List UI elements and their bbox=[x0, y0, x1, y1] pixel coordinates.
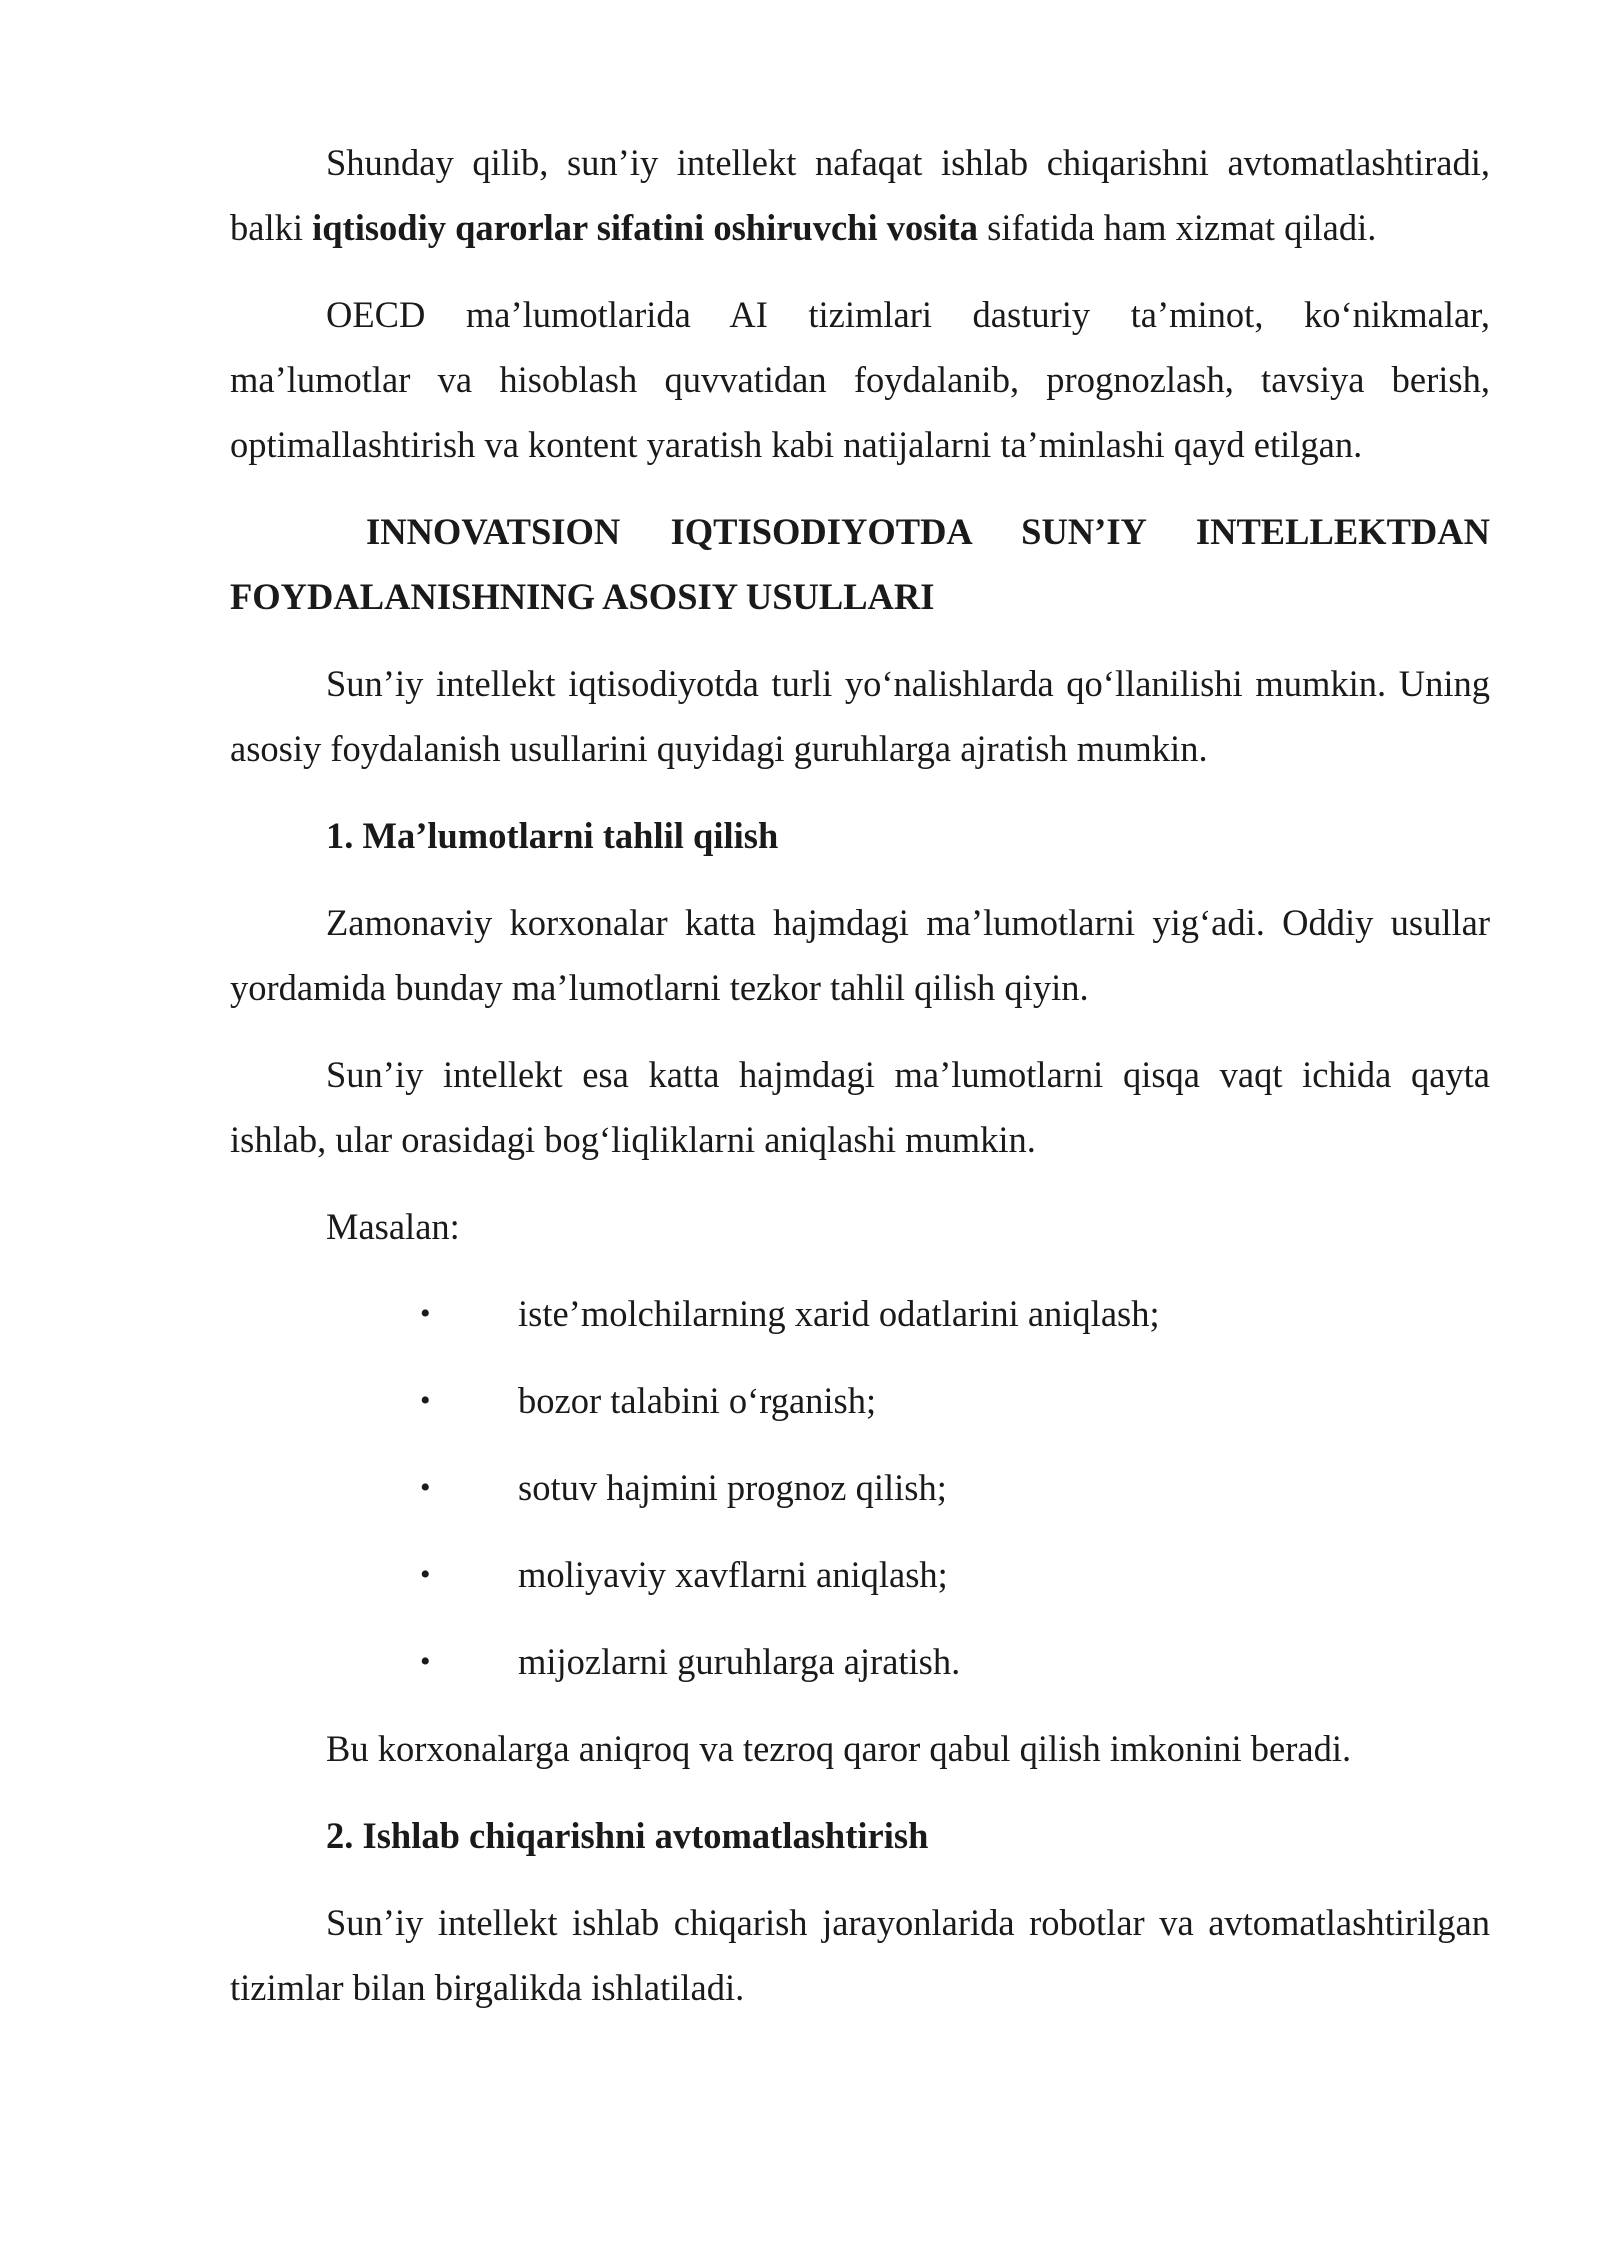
paragraph-example-label: Masalan: bbox=[326, 1206, 460, 1247]
paragraph-intro: Sun’iy intellekt iqtisodiyotda turli yo‘nalishlarda qo‘llanilishi mumkin. Uning asosiy foydalanish usullarini quyidagi guruhlarga ajratish mumkin. bbox=[230, 663, 1490, 769]
subheading-automation: 2. Ishlab chiqarishni avtomatlashtirish bbox=[326, 1815, 929, 1856]
list-item-text: moliyaviy xavflarni aniqlash; bbox=[518, 1554, 948, 1595]
bullet-icon: • bbox=[420, 1471, 431, 1504]
paragraph-text: sifatida ham xizmat qiladi. bbox=[978, 207, 1377, 248]
paragraph-robots: Sun’iy intellekt ishlab chiqarish jarayonlarida robotlar va avtomatlashtirilgan tizimlar bilan birgalikda ishlatiladi. bbox=[230, 1902, 1490, 2008]
subheading-data-analysis: 1. Ma’lumotlarni tahlil qilish bbox=[326, 815, 779, 856]
list-item bbox=[230, 1281, 1490, 1346]
document-page bbox=[230, 130, 1490, 2042]
paragraph-ai-processing: Sun’iy intellekt esa katta hajmdagi ma’lumotlarni qisqa vaqt ichida qayta ishlab, ular orasidagi bog‘liqliklarni aniqlashi mumkin. bbox=[230, 1054, 1490, 1160]
bullet-icon: • bbox=[420, 1297, 431, 1330]
bullet-icon: • bbox=[420, 1384, 431, 1417]
list-item bbox=[230, 1455, 1490, 1520]
list-item-text: mijozlarni guruhlarga ajratish. bbox=[518, 1641, 961, 1682]
paragraph-text: Shunday qilib, sun’iy intellekt nafaqat ishlab chiqarishni avtomatlashtiradi, balki bbox=[230, 142, 1490, 248]
bullet-list bbox=[230, 1281, 1490, 1694]
paragraph-enterprises: Zamonaviy korxonalar katta hajmdagi ma’lumotlarni yig‘adi. Oddiy usullar yordamida bunday ma’lumotlarni tezkor tahlil qilish qiyin. bbox=[230, 902, 1490, 1008]
paragraph-benefit: Bu korxonalarga aniqroq va tezroq qaror qabul qilish imkonini beradi. bbox=[326, 1728, 1352, 1769]
paragraph-conclusion bbox=[230, 130, 1490, 260]
section-heading: INNOVATSION IQTISODIYOTDA SUN’IY INTELLEKTDAN FOYDALANISHNING ASOSIY USULLARI bbox=[230, 511, 1490, 617]
paragraph-oecd: OECD ma’lumotlarida AI tizimlari dasturiy ta’minot, ko‘nikmalar, ma’lumotlar va hisoblash quvvatidan foydalanib, prognozlash, tavsiya berish, optimallashtirish va kontent yaratish kabi natijalarni ta’minlashi qayd etilgan. bbox=[230, 294, 1490, 465]
list-item bbox=[230, 1542, 1490, 1607]
list-item-text: iste’molchilarning xarid odatlarini aniqlash; bbox=[518, 1293, 1160, 1334]
list-item bbox=[230, 1629, 1490, 1694]
bullet-icon: • bbox=[420, 1645, 431, 1678]
list-item-text: bozor talabini o‘rganish; bbox=[518, 1380, 877, 1421]
list-item-text: sotuv hajmini prognoz qilish; bbox=[518, 1467, 947, 1508]
list-item bbox=[230, 1368, 1490, 1433]
bold-phrase: iqtisodiy qarorlar sifatini oshiruvchi vosita bbox=[312, 207, 978, 248]
bullet-icon: • bbox=[420, 1558, 431, 1591]
